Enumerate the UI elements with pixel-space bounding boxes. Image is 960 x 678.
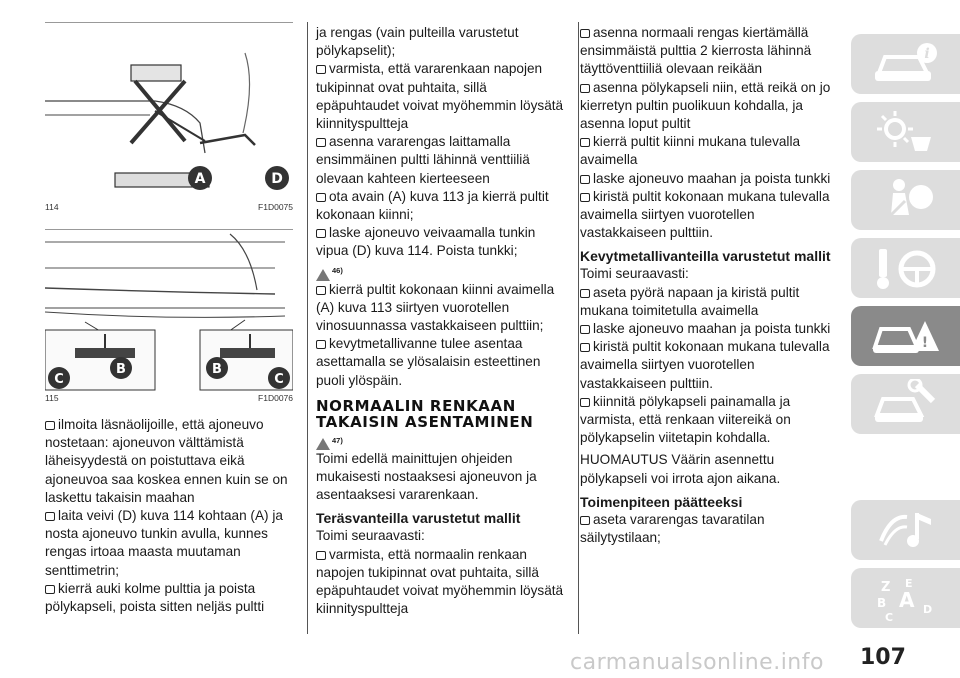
list-item: laske ajoneuvo maahan ja poista tunkki [580, 170, 838, 188]
paragraph: Toimi edellä mainittujen ohjeiden mukaisesti nostaaksesi ajoneuvon ja asentaaksesi vararenkaan. [316, 450, 537, 503]
tab-airbag-seat[interactable] [851, 170, 960, 230]
checkbox-bullet-icon [316, 286, 326, 295]
figure-number: 115 [45, 393, 59, 403]
figure-label-c: C [274, 372, 284, 387]
column-divider-1 [307, 22, 308, 634]
checkbox-bullet-icon [316, 193, 326, 202]
dashboard-lights-icon [871, 107, 941, 157]
checkbox-bullet-icon [580, 398, 590, 407]
list-item: kiristä pultit kokonaan mukana tulevalla avaimella siirtyen vuorotellen vastakkaiseen pulttiin. [580, 188, 830, 241]
list-item: laita veivi (D) kuva 114 kohtaan (A) ja nosta ajoneuvo tunkin avulla, kunnes rengas irtoaa maasta muutaman senttimetrin; [45, 508, 283, 578]
tab-key-steering[interactable] [851, 238, 960, 298]
checkbox-bullet-icon [580, 175, 590, 184]
tab-car-info[interactable] [851, 34, 960, 94]
figure-115-caption [45, 391, 293, 404]
subsection-heading: Toimenpiteen päätteeksi [580, 493, 743, 510]
column-3 [580, 24, 838, 547]
svg-text:A: A [898, 588, 914, 612]
list-item: aseta vararengas tavaratilan säilytystilaan; [580, 511, 765, 546]
checkbox-bullet-icon [580, 289, 590, 298]
breakdown-warning-icon [871, 311, 941, 361]
checkbox-bullet-icon [316, 65, 326, 74]
list-item: ota avain (A) kuva 113 ja kierrä pultit kokonaan kiinni; [316, 188, 549, 223]
svg-text:!: ! [921, 335, 928, 351]
checkbox-bullet-icon [580, 193, 590, 202]
list-item: kevytmetallivanne tulee asentaa asettamalla se ylösalaisin esteettinen puoli ylöspäin. [316, 336, 541, 388]
key-steering-icon [871, 243, 941, 293]
warning-number: 47) [332, 435, 343, 445]
list-item: kierrä pultit kokonaan kiinni avaimella (A) kuva 113 siirtyen vuorotellen vinosuunnassa vastakkaiseen pulttiin; [316, 281, 555, 334]
checkbox-bullet-icon [580, 325, 590, 334]
figure-label-a: A [194, 171, 206, 187]
figure-number: 114 [45, 202, 59, 212]
figure-114-illustration [45, 22, 293, 200]
svg-text:D: D [922, 603, 932, 616]
watermark: carmanualsonline.info [570, 650, 824, 675]
checkbox-bullet-icon [580, 138, 590, 147]
checkbox-bullet-icon [580, 84, 590, 93]
page-number: 107 [860, 645, 906, 670]
list-item: kierrä auki kolme pulttia ja poista pölykapseli, poista sitten neljäs pultti [45, 580, 265, 615]
list-item: asenna vararengas laittamalla ensimmäinen pultti lähinnä venttiiliä olevaan kahteen kierteeseen [316, 134, 530, 186]
wrench-car-icon [871, 379, 941, 429]
tab-index[interactable] [851, 568, 960, 628]
figure-code: F1D0076 [258, 393, 293, 403]
svg-text:i: i [923, 46, 930, 62]
checkbox-bullet-icon [316, 138, 326, 147]
column-1 [45, 22, 293, 616]
tab-maintenance[interactable] [851, 374, 960, 434]
warning-reference[interactable] [316, 430, 568, 450]
paragraph: Toimi seuraavasti: [316, 528, 425, 544]
warning-number: 46) [332, 266, 343, 276]
warning-triangle-icon [316, 269, 330, 281]
tab-multimedia[interactable] [851, 500, 960, 560]
column-1-text [45, 416, 293, 616]
tab-dashboard-lights[interactable] [851, 102, 960, 162]
subsection-heading: Teräsvanteilla varustetut mallit [316, 510, 521, 527]
list-item: kiinnitä pölykapseli painamalla ja varmista, että renkaan viitereikä on pölykapselin viitetapin kohdalla. [580, 393, 791, 446]
list-item: laske ajoneuvo veivaamalla tunkin vipua (D) kuva 114. Poista tunkki; [316, 225, 536, 259]
figure-115 [45, 229, 293, 404]
airbag-seat-icon [871, 175, 941, 225]
index-letters-icon [871, 573, 941, 623]
note: HUOMAUTUS Väärin asennettu pölykapseli voi irrota ajon aikana. [580, 452, 781, 486]
checkbox-bullet-icon [580, 516, 590, 525]
list-item: varmista, että vararenkaan napojen tukipinnat ovat puhtaita, sillä epäpuhtaudet voivat myöhemmin löysätä kiinnityspultteja [316, 61, 564, 132]
svg-text:Z: Z [880, 580, 890, 595]
checkbox-bullet-icon [580, 343, 590, 352]
list-item: aseta pyörä napaan ja kiristä pultit mukana toimitetulla avaimella [580, 284, 800, 318]
figure-115-illustration [45, 229, 293, 391]
list-item: kiristä pultit kokonaan mukana tulevalla avaimella siirtyen vuorotellen vastakkaiseen pulttiin. [580, 339, 830, 391]
list-item: laske ajoneuvo maahan ja poista tunkki [580, 320, 838, 338]
checkbox-bullet-icon [316, 340, 326, 349]
figure-label-b: B [212, 362, 222, 377]
svg-text:B: B [876, 596, 886, 610]
checkbox-bullet-icon [45, 421, 55, 430]
list-item: asenna normaali rengas kiertämällä ensimmäistä pulttia 2 kierrosta lähinnä täyttöventtiiliä olevaan reikään [580, 25, 812, 77]
figure-label-b: B [116, 362, 126, 377]
tab-breakdown[interactable] [851, 306, 960, 366]
list-item: kierrä pultit kiinni mukana tulevalla avaimella [580, 134, 801, 168]
figure-114 [45, 22, 293, 213]
column-2 [316, 24, 568, 618]
list-item: varmista, että normaalin renkaan napojen tukipinnat ovat puhtaita, sillä epäpuhtaudet voivat myöhemmin löysätä kiinnityspultteja [316, 546, 564, 617]
continued-text: ja rengas (vain pulteilla varustetut pölykapselit); [316, 25, 519, 59]
paragraph: Toimi seuraavasti: [580, 266, 689, 282]
car-sill-illustration [45, 230, 293, 392]
figure-label-d: D [271, 171, 283, 187]
subsection-heading: Kevytmetallivanteilla varustetut mallit [580, 248, 831, 265]
checkbox-bullet-icon [316, 229, 326, 238]
figure-114-caption [45, 200, 293, 213]
jack-illustration [45, 23, 293, 201]
column-divider-2 [578, 22, 579, 634]
checkbox-bullet-icon [316, 551, 326, 560]
chapter-sidebar [851, 0, 960, 640]
svg-text:C: C [884, 611, 893, 623]
multimedia-icon [871, 505, 941, 555]
list-item: ilmoita läsnäolijoille, että ajoneuvo nostetaan: ajoneuvon välttämistä läheisyydestä on poistuttava eikä ajoneuvoa saa koskea ennen kuin se on laskettu takaisin maahan [45, 417, 288, 505]
checkbox-bullet-icon [45, 585, 55, 594]
section-heading: NORMAALIN RENKAAN TAKAISIN ASENTAMINEN [316, 396, 534, 431]
checkbox-bullet-icon [45, 512, 55, 521]
checkbox-bullet-icon [580, 29, 590, 38]
warning-triangle-icon [316, 438, 330, 450]
warning-reference[interactable] [316, 261, 568, 281]
figure-code: F1D0075 [258, 202, 293, 212]
figure-label-c: C [54, 372, 64, 387]
svg-text:E: E [904, 577, 913, 590]
list-item: asenna pölykapseli niin, että reikä on jo kierretyn pultin puolikuun kohdalla, ja asenna loput pultit [580, 79, 831, 132]
car-info-icon [871, 39, 941, 89]
